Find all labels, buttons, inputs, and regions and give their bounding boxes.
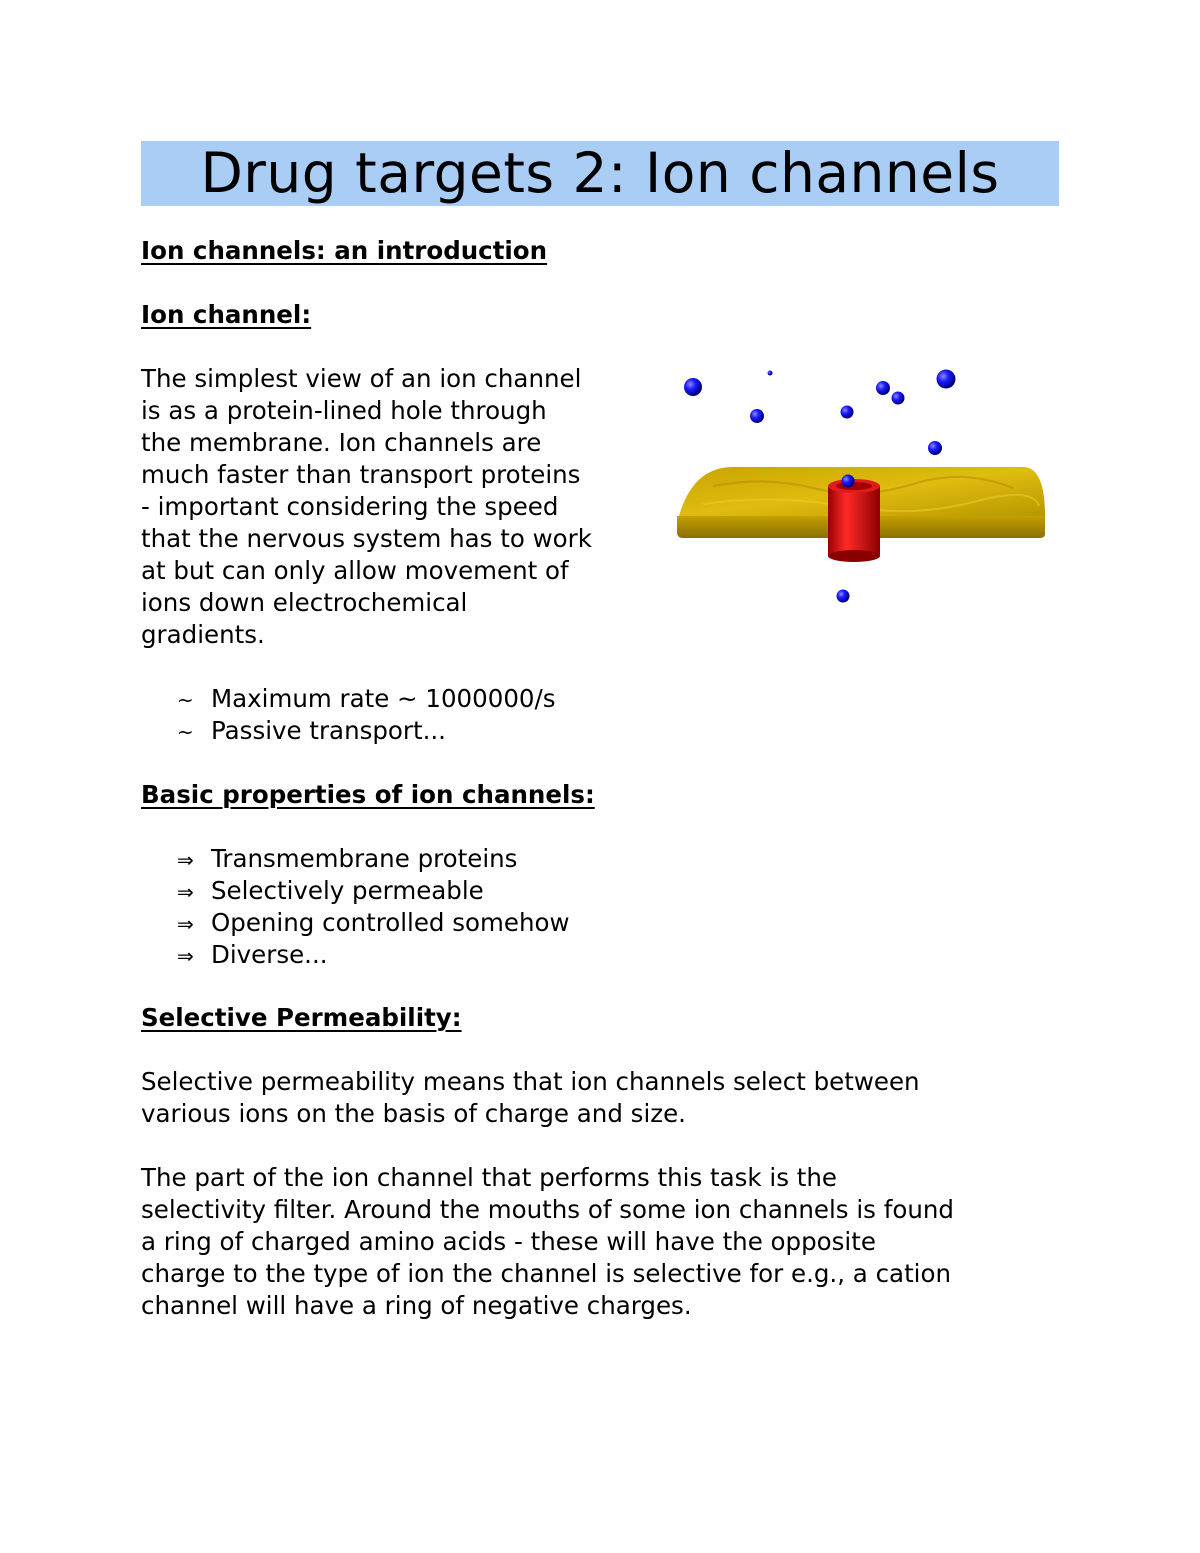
page-title: Drug targets 2: Ion channels (141, 141, 1059, 206)
ion (768, 371, 773, 376)
list-item-text: Maximum rate ~ 1000000/s (211, 684, 556, 713)
ion-channel-heading: Ion channel: (141, 300, 312, 329)
list-item (177, 715, 446, 748)
ion (892, 392, 905, 405)
ion-channel-figure (673, 366, 1053, 606)
list-item-text: Opening controlled somehow (211, 908, 570, 937)
ion-channel-membrane-illustration (673, 366, 1053, 606)
paragraph-line: that the nervous system has to work (141, 524, 592, 553)
list-item (177, 843, 517, 876)
paragraph-line: Selective permeability means that ion channels select between (141, 1067, 920, 1096)
ion-channel-protein (828, 479, 880, 562)
paragraph-line: various ions on the basis of charge and size. (141, 1099, 686, 1128)
paragraph-line: The part of the ion channel that performs this task is the (141, 1163, 837, 1192)
paragraph-line: gradients. (141, 620, 265, 649)
ion (841, 406, 854, 419)
list-item (177, 875, 484, 908)
list-item (177, 939, 328, 972)
ion (837, 590, 850, 603)
paragraph-line: is as a protein-lined hole through (141, 396, 547, 425)
list-item (177, 907, 570, 940)
arrow-bullet-mark: ⇒ (177, 848, 194, 872)
ion (876, 381, 890, 395)
ion (842, 475, 855, 488)
paragraph-line: - important considering the speed (141, 492, 559, 521)
ion (928, 441, 942, 455)
ion (937, 370, 956, 389)
paragraph-line: selectivity filter. Around the mouths of some ion channels is found (141, 1195, 954, 1224)
paragraph-line: much faster than transport proteins (141, 460, 581, 489)
selective-permeability-heading: Selective Permeability: (141, 1003, 462, 1032)
ion (750, 409, 764, 423)
list-item-text: Diverse... (211, 940, 328, 969)
arrow-bullet-mark: ⇒ (177, 880, 194, 904)
tilde-bullet-mark: ~ (177, 720, 194, 744)
list-item-text: Transmembrane proteins (211, 844, 518, 873)
paragraph-line: The simplest view of an ion channel (141, 364, 582, 393)
list-item (177, 683, 556, 716)
tilde-bullet-mark: ~ (177, 688, 194, 712)
paragraph-line: channel will have a ring of negative charges. (141, 1291, 692, 1320)
ion (684, 378, 702, 396)
arrow-bullet-mark: ⇒ (177, 912, 194, 936)
paragraph-line: charge to the type of ion the channel is selective for e.g., a cation (141, 1259, 951, 1288)
list-item-text: Passive transport... (211, 716, 446, 745)
paragraph-line: a ring of charged amino acids - these will have the opposite (141, 1227, 876, 1256)
basic-properties-heading: Basic properties of ion channels: (141, 780, 595, 809)
paragraph-line: at but can only allow movement of (141, 556, 569, 585)
paragraph-line: the membrane. Ion channels are (141, 428, 542, 457)
intro-heading: Ion channels: an introduction (141, 236, 548, 265)
list-item-text: Selectively permeable (211, 876, 484, 905)
paragraph-line: ions down electrochemical (141, 588, 468, 617)
arrow-bullet-mark: ⇒ (177, 944, 194, 968)
